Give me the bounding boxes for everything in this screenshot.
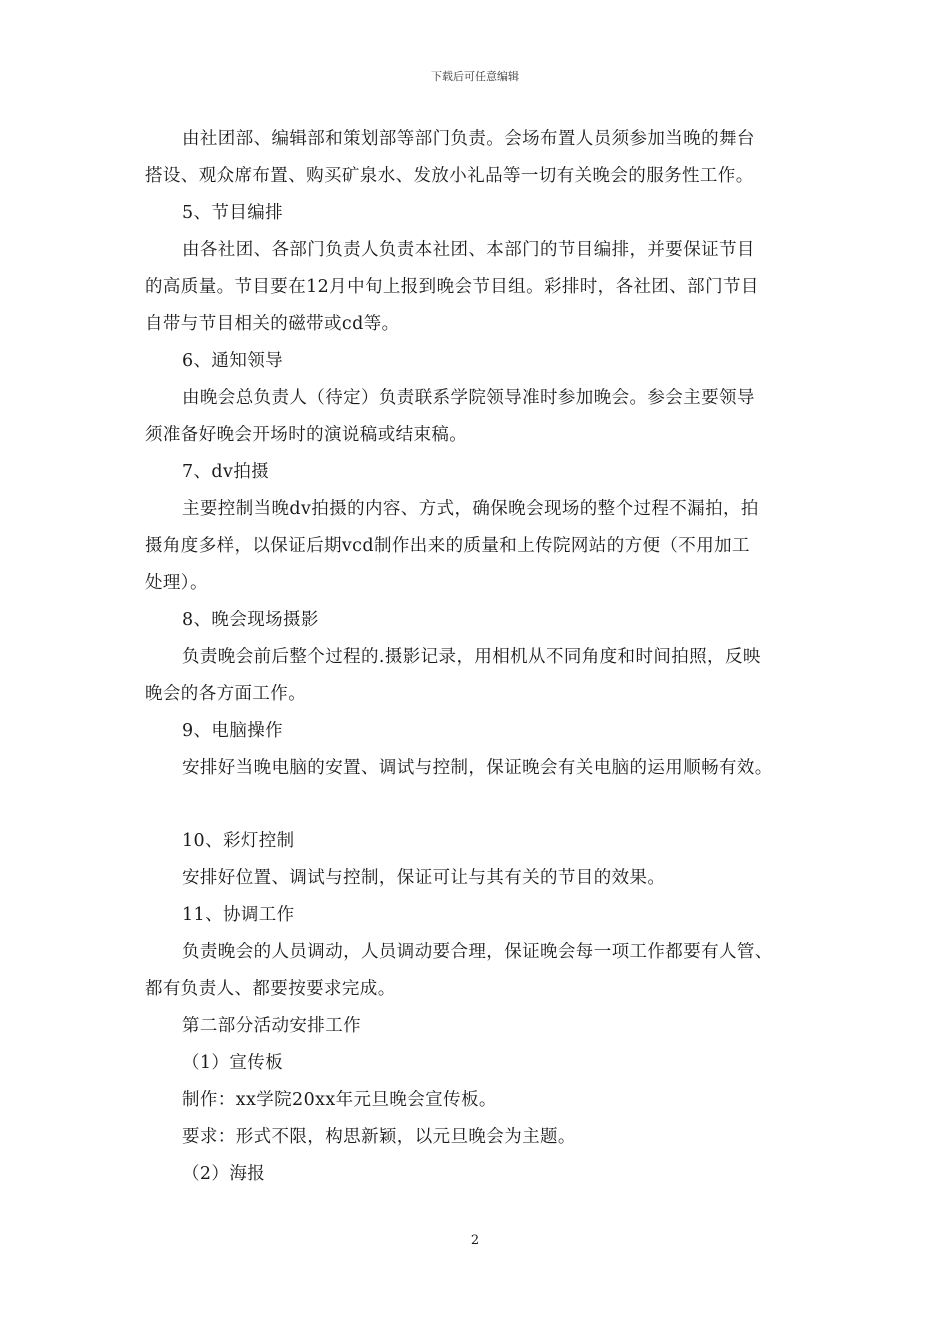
paragraph-line: 负责晚会前后整个过程的.摄影记录，用相机从不同角度和时间拍照，反映: [182, 647, 761, 667]
section-heading: 10、彩灯控制: [182, 831, 295, 851]
section-heading: 6、通知领导: [182, 351, 284, 371]
paragraph-line: 处理）。: [145, 573, 208, 593]
item-heading: （2）海报: [182, 1164, 266, 1184]
paragraph-line: 要求：形式不限，构思新颖，以元旦晚会为主题。: [182, 1127, 576, 1147]
paragraph-line: 须准备好晚会开场时的演说稿或结束稿。: [145, 425, 468, 445]
section-heading: 7、dv拍摄: [182, 462, 270, 482]
item-heading: （1）宣传板: [182, 1053, 284, 1073]
paragraph-line: 都有负责人、都要按要求完成。: [145, 979, 396, 999]
paragraph-line: 由晚会总负责人（待定）负责联系学院领导准时参加晚会。参会主要领导: [182, 388, 755, 408]
paragraph-line: 由社团部、编辑部和策划部等部门负责。会场布置人员须参加当晚的舞台: [182, 129, 755, 149]
paragraph-line: 制作：xx学院20xx年元旦晚会宣传板。: [182, 1090, 497, 1110]
blank-line: [145, 787, 835, 823]
page-number: 2: [470, 1233, 480, 1248]
paragraph-line: 负责晚会的人员调动，人员调动要合理，保证晚会每一项工作都要有人管、: [182, 942, 773, 962]
paragraph-line: 的高质量。节目要在12月中旬上报到晚会节目组。彩排时，各社团、部门节目: [145, 277, 759, 297]
paragraph-line: 主要控制当晚dv拍摄的内容、方式，确保晚会现场的整个过程不漏拍，拍: [182, 499, 759, 519]
page-header-note: 下载后可任意编辑: [431, 70, 519, 83]
paragraph-line: 搭设、观众席布置、购买矿泉水、发放小礼品等一切有关晚会的服务性工作。: [145, 166, 754, 186]
section-heading: 9、电脑操作: [182, 721, 284, 741]
paragraph-line: 自带与节目相关的磁带或cd等。: [145, 314, 400, 334]
section-heading: 11、协调工作: [182, 905, 295, 925]
paragraph-line: 晚会的各方面工作。: [145, 684, 307, 704]
paragraph-line: 摄角度多样，以保证后期vcd制作出来的质量和上传院网站的方便（不用加工: [145, 536, 750, 556]
section-heading: 8、晚会现场摄影: [182, 610, 319, 630]
paragraph-line: 由各社团、各部门负责人负责本社团、本部门的节目编排，并要保证节目: [182, 240, 755, 260]
part-heading: 第二部分活动安排工作: [182, 1016, 361, 1036]
paragraph-line: 安排好当晚电脑的安置、调试与控制，保证晚会有关电脑的运用顺畅有效。: [182, 758, 773, 778]
paragraph-line: 安排好位置、调试与控制，保证可让与其有关的节目的效果。: [182, 868, 666, 888]
section-heading: 5、节目编排: [182, 203, 284, 223]
document-body: [145, 121, 835, 1193]
